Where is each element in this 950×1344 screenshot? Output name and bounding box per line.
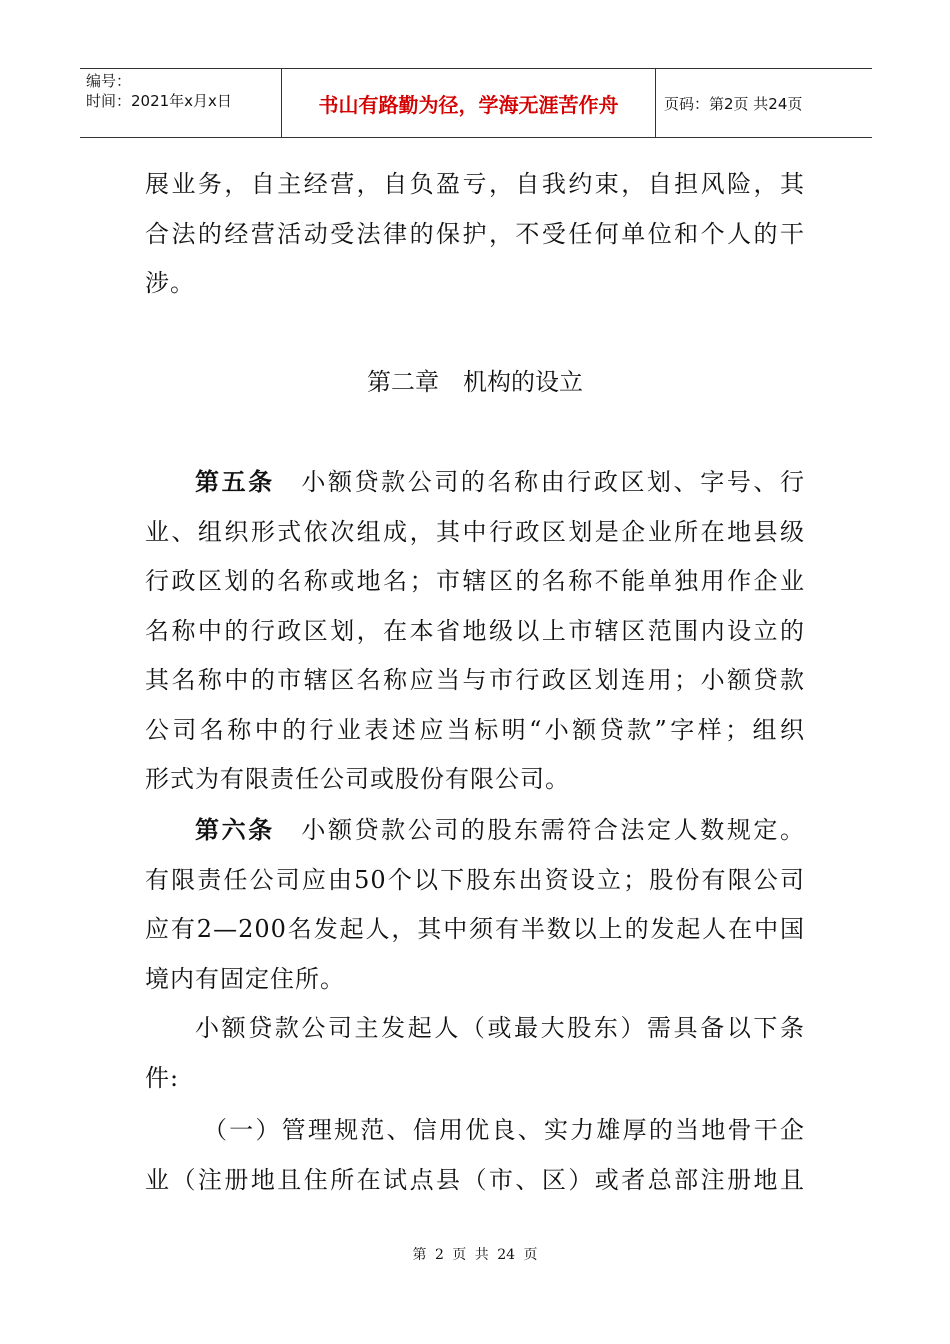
text-line: 有限责任公司应由50个以下股东出资设立；股份有限公司 (145, 865, 805, 894)
article-6 (145, 806, 805, 1004)
text-line: 件: (145, 1063, 180, 1092)
header-motto: 书山有路勤为径，学海无涯苦作舟 (282, 69, 656, 137)
text-line: 业（注册地且住所在试点县（市、区）或者总部注册地且 (145, 1165, 805, 1194)
number-label: 编号： (86, 72, 132, 90)
article-text: 小额贷款公司的股东需符合法定人数规定。 (301, 816, 806, 844)
header-page-info: 页码：第2页 共24页 (664, 94, 803, 113)
text-line (145, 458, 805, 508)
page-header (80, 68, 872, 138)
text-line: 应有2—200名发起人，其中须有半数以上的发起人在中国 (145, 915, 805, 943)
text-line: （一）管理规范、信用优良、实力雄厚的当地骨干企 (203, 1116, 805, 1144)
text-line: 合法的经营活动受法律的保护，不受任何单位和个人的干 (145, 219, 805, 248)
time-label: 时间：2021年x月x日 (86, 92, 232, 110)
page-footer: 第 2 页 共 24 页 (412, 1247, 538, 1263)
text-line: 形式为有限责任公司或股份有限公司。 (145, 765, 570, 793)
text-line: 业、组织形式依次组成，其中行政区划是企业所在地县级 (145, 517, 805, 546)
text-line: 展业务，自主经营，自负盈亏，自我约束，自担风险，其 (145, 170, 805, 198)
text-line: 公司名称中的行业表述应当标明“小额贷款”字样；组织 (145, 715, 805, 744)
text-line: 境内有固定住所。 (145, 964, 345, 993)
text-line: 名称中的行政区划，在本省地级以上市辖区范围内设立的 (145, 616, 805, 645)
article-label: 第六条 (195, 816, 275, 844)
text-line: 小额贷款公司主发起人（或最大股东）需具备以下条 (195, 1014, 805, 1042)
article-5 (145, 458, 805, 805)
promoter-paragraph (145, 1004, 805, 1103)
text-line (145, 806, 805, 856)
article-label: 第五条 (195, 468, 275, 496)
text-line: 其名称中的市辖区名称应当与市行政区划连用；小额贷款 (145, 666, 805, 694)
intro-paragraph (145, 160, 805, 309)
header-meta (80, 69, 282, 137)
chapter-title: 第二章 机构的设立 (367, 368, 583, 396)
text-line: 行政区划的名称或地名；市辖区的名称不能单独用作企业 (145, 567, 805, 595)
text-line: 涉。 (145, 269, 195, 297)
article-text: 小额贷款公司的名称由行政区划、字号、行 (301, 468, 806, 496)
item-1-paragraph (145, 1106, 805, 1205)
